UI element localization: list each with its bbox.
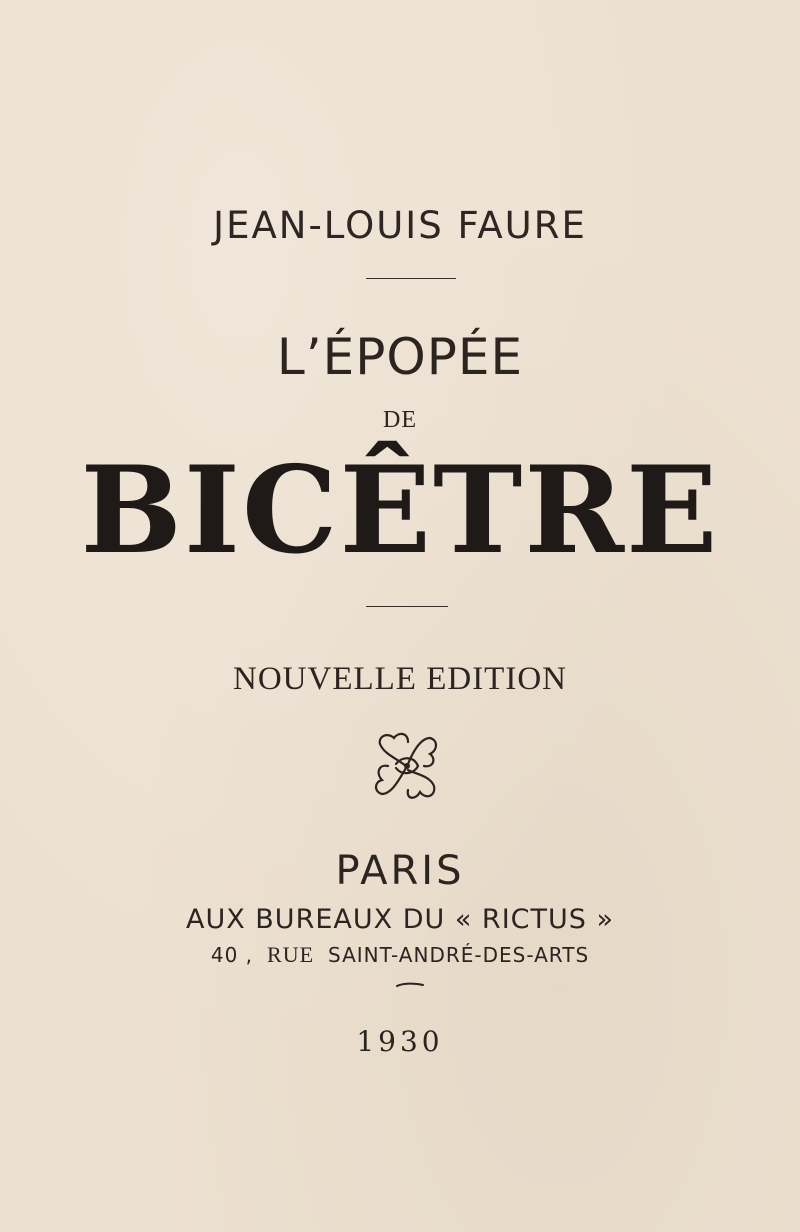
edition-label: NOUVELLE EDITION bbox=[233, 661, 567, 697]
divider-rule bbox=[366, 278, 456, 279]
title-line-2: DE bbox=[383, 407, 417, 433]
divider-rule bbox=[366, 606, 448, 607]
small-dash-ornament bbox=[395, 978, 425, 990]
publication-year: 1930 bbox=[356, 1025, 444, 1058]
author-name: JEAN-LOUIS FAURE bbox=[213, 204, 587, 247]
floral-ornament-icon bbox=[370, 728, 444, 806]
publisher-line: AUX BUREAUX DU « RICTUS » bbox=[185, 904, 615, 935]
publisher-address bbox=[0, 942, 800, 968]
publication-place: PARIS bbox=[335, 848, 465, 894]
address-number: 40 , bbox=[210, 943, 254, 967]
title-line-1: L’ÉPOPÉE bbox=[276, 328, 524, 386]
title-line-3: BICÊTRE bbox=[80, 440, 720, 581]
address-street: RUE bbox=[267, 942, 315, 967]
address-name: SAINT-ANDRÉ-DES-ARTS bbox=[328, 943, 590, 967]
